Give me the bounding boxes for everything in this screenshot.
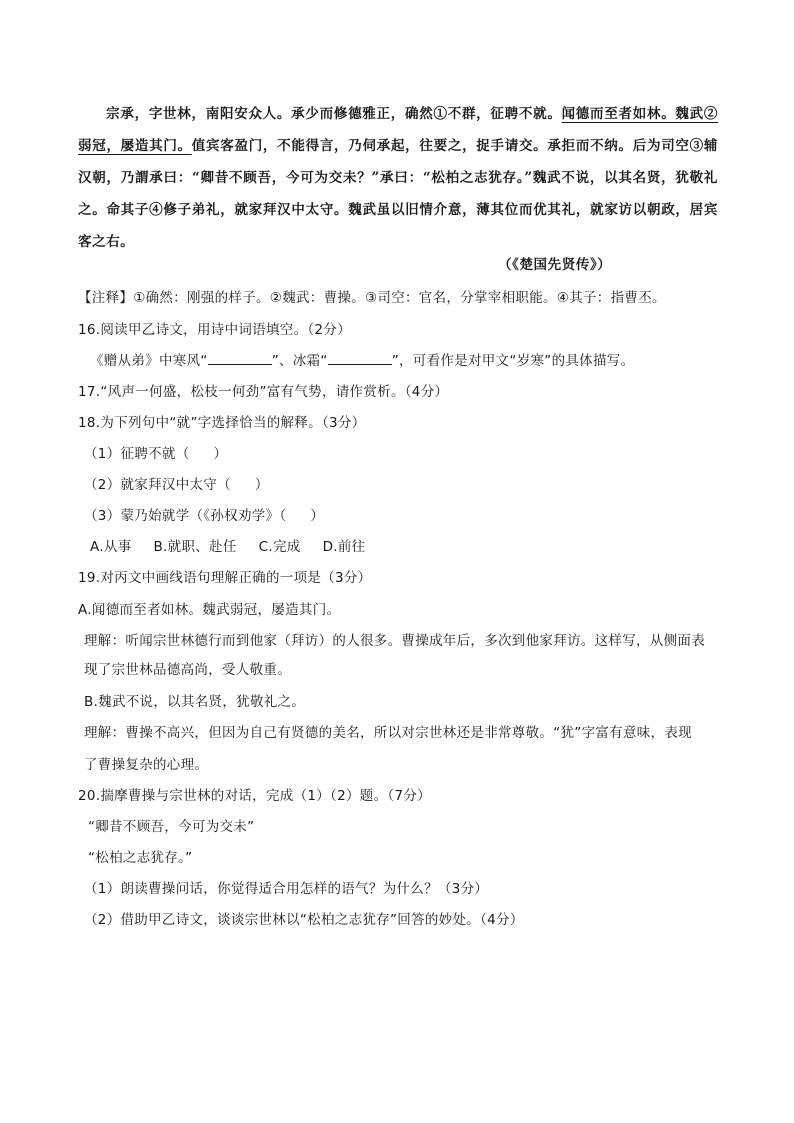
q18-item-1-close: ）	[213, 446, 228, 462]
q18-item-3-text: （3）蒙乃始就学（《孙权劝学》（	[84, 508, 287, 524]
q19-option-a-understanding: 理解：听闻宗世林德行而到他家（拜访）的人很多。曹操成年后，多次到他家拜访。这样写，从侧面表	[84, 633, 705, 649]
q19-option-a-sentence: A.闻德而至者如林。魏武弱冠，屡造其门。	[78, 602, 341, 618]
q18-option-c: C.完成	[258, 539, 301, 555]
q19-option-b-understanding-cont: 了曹操复杂的心理。	[84, 757, 209, 773]
question-18-options	[90, 535, 387, 555]
q19-option-b-understanding: 理解：曹操不高兴，但因为自己有贤德的美名，所以对宗世林还是非常尊敬。“犹”字富有意味，表现	[84, 725, 692, 741]
q16-text-1: 《赠从弟》中寒风“	[90, 353, 208, 369]
question-20-stem: 20.揣摩曹操与宗世林的对话，完成（1）（2）题。（7分）	[78, 788, 431, 804]
passage-text-before: 宗承，字世林，南阳安众人。承少而修德雅正，确然①不群，征聘不就。	[106, 106, 562, 122]
question-18-item	[84, 504, 324, 524]
q20-quote-cao: “卿昔不顾吾，今可为交未”	[88, 819, 255, 835]
q18-item-3-close: ）	[310, 508, 325, 524]
question-18-item	[84, 442, 227, 462]
q18-option-d: D.前往	[322, 539, 366, 555]
question-16-fill	[90, 349, 634, 369]
q16-blank-2[interactable]	[328, 353, 392, 365]
q18-option-a: A.从事	[90, 539, 132, 555]
q20-subquestion-1: （1）朗读曹操问话，你觉得适合用怎样的语气？为什么？（3分）	[84, 881, 489, 897]
question-18-item	[84, 473, 269, 493]
q20-quote-zong: “松柏之志犹存。”	[88, 850, 193, 866]
q18-item-2-text: （2）就家拜汉中太守（	[84, 477, 231, 493]
question-19-stem: 19.对丙文中画线语句理解正确的一项是（3分）	[78, 570, 372, 586]
passage-source: （《楚国先贤传》）	[498, 257, 612, 273]
q20-subquestion-2: （2）借助甲乙诗文，谈谈宗世林以“松柏之志犹存”回答的妙处。（4分）	[84, 912, 524, 928]
q19-option-b-sentence: B.魏武不说，以其名贤，犹敬礼之。	[84, 694, 306, 710]
q18-item-1-text: （1）征聘不就（	[84, 446, 190, 462]
q19-option-a-understanding-cont: 现了宗世林品德高尚，受人敬重。	[84, 662, 291, 678]
passage-text-middle: 值宾客盈门，不能得言，乃伺承起，往要之，捉手请交。承拒而不纳。后为司空③辅汉朝，乃謂承曰：“卿昔不顾吾，今可为交未？”承曰：“松柏之志犹存。”	[78, 138, 718, 186]
q16-text-3: ”，可看作是对甲文“岁寒”的具体描写。	[391, 353, 635, 369]
q16-text-2: ”、冰霜“	[271, 353, 328, 369]
question-16-stem: 16.阅读甲乙诗文，用诗中词语填空。（2分）	[78, 322, 351, 338]
question-18-stem: 18.为下列句中“就”字选择恰当的解释。（3分）	[78, 415, 366, 431]
classical-passage	[78, 98, 718, 258]
q18-item-2-close: ）	[254, 477, 269, 493]
annotation-note: 【注释】①确然：刚强的样子。②魏武：曹操。③司空：官名，分掌宰相职能。④其子：指曹丕。	[78, 290, 666, 306]
passage-text-mid2: 魏武不说，以其名贤，犹敬礼之。	[78, 170, 718, 218]
passage-underlined-sentence-1: 闻德而至者如林。魏武②弱冠，屡造其门。	[78, 106, 719, 154]
question-17-stem: 17.“风声一何盛，松枝一何劲”富有气势，请作赏析。（4分）	[78, 384, 449, 400]
q18-option-b: B.就职、赴任	[153, 539, 237, 555]
passage-text-after: 命其子④修子弟礼，就家拜汉中太守。魏武虽以旧情介意，薄其位而优其礼，就家访以朝政，居宾客之右。	[78, 202, 718, 250]
q16-blank-1[interactable]	[208, 353, 272, 365]
